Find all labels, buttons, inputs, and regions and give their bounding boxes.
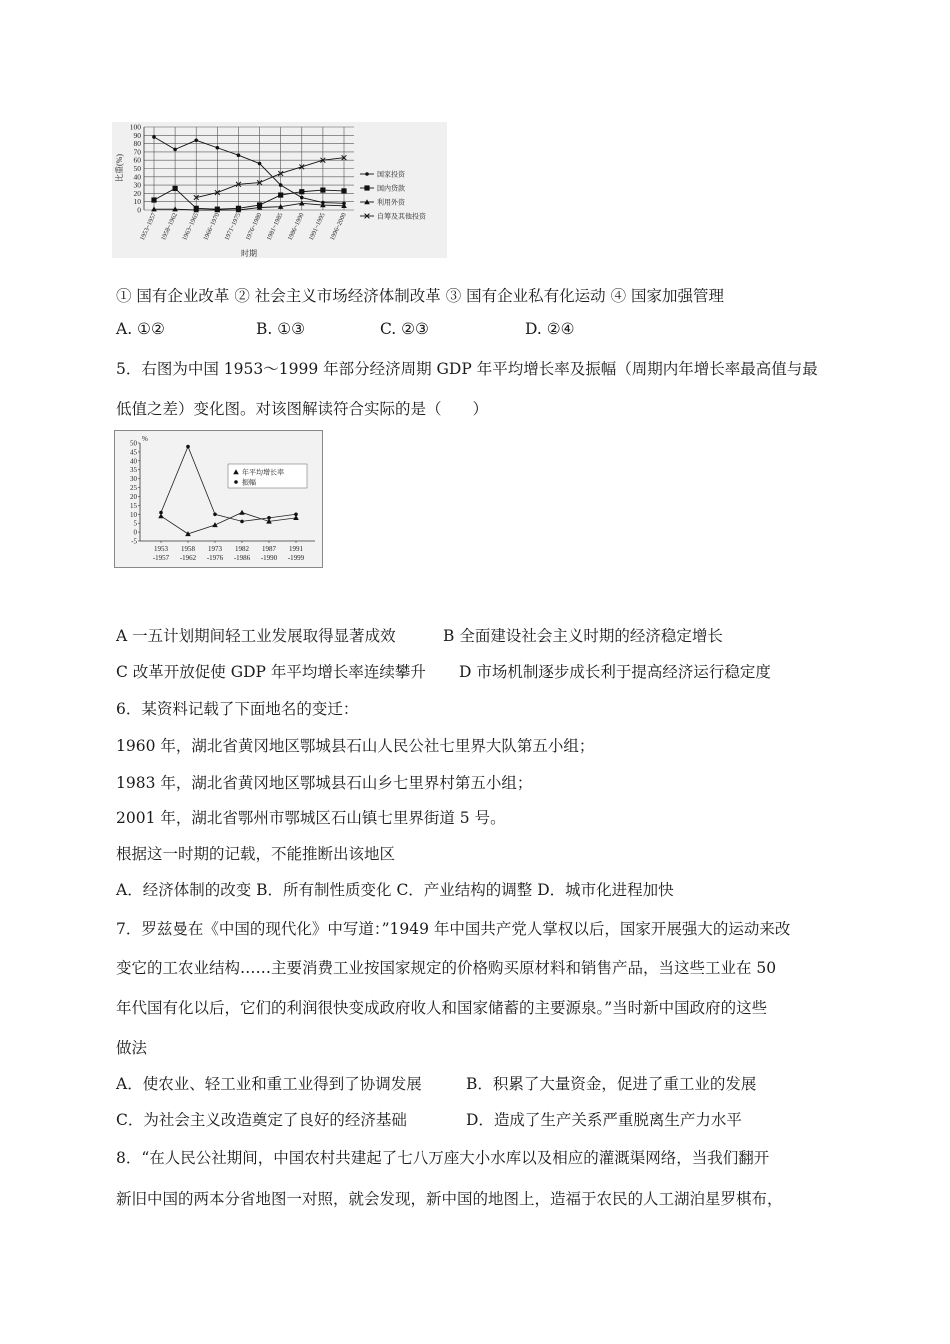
- data-point: [152, 135, 156, 139]
- y-tick-label: 25: [130, 484, 137, 493]
- series-line: [154, 188, 344, 209]
- x-tick-label: 1981~1985: [265, 211, 285, 242]
- series-line: [161, 512, 296, 533]
- y-tick-label: 0: [137, 205, 141, 215]
- y-tick-label: 60: [133, 155, 141, 165]
- q4-option-d: D. ②④: [525, 320, 575, 338]
- y-axis-label: 比重(%): [115, 154, 124, 182]
- y-tick-label: 20: [130, 492, 137, 501]
- x-tick-label: 1953~1957: [138, 211, 158, 242]
- x-tick-label: 1996~2000: [328, 211, 348, 242]
- y-tick-label: 100: [129, 122, 141, 132]
- y-tick-label: 15: [130, 501, 137, 510]
- data-point: [151, 197, 156, 202]
- x-tick-label: 1976~1980: [244, 211, 264, 242]
- q4-option-c: C. ②③: [380, 320, 429, 338]
- investment-structure-chart: [112, 122, 447, 258]
- q4-option-b: B. ①③: [256, 320, 306, 338]
- x-tick-label: -1986: [233, 554, 251, 562]
- y-tick-label: 40: [130, 457, 137, 466]
- y-tick-label: 30: [130, 475, 137, 484]
- x-tick-label: -1957: [152, 554, 170, 562]
- x-tick-label: 1986~1990: [286, 211, 306, 242]
- data-point: [299, 201, 305, 206]
- data-point: [258, 162, 262, 166]
- q6-record-1960: 1960 年，湖北省黄冈地区鄂城县石山人民公社七里界大队第五小组；: [116, 737, 595, 755]
- y-tick-label: -5: [131, 537, 137, 546]
- investment-chart-svg: [112, 122, 447, 258]
- q8-stem-1: 8．“在人民公社期间，中国农村共建起了七八万座大小水库以及相应的灌溉渠网络，当我们翻开: [116, 1149, 770, 1167]
- data-point: [279, 183, 283, 187]
- q8-stem-2: 新旧中国的两本分省地图一对照，就会发现，新中国的地图上，造福于农民的人工湖泊星罗棋布，: [116, 1190, 783, 1208]
- x-tick-label: 1991~1995: [307, 211, 327, 242]
- x-tick-label: 1963~1965: [181, 211, 201, 242]
- data-point: [267, 516, 271, 520]
- data-point: [299, 189, 304, 194]
- legend-label: 国家投资: [377, 170, 405, 179]
- q7-stem-2: 变它的工农业结构……主要消费工业按国家规定的价格购买原材料和销售产品，当这些工业在 50: [116, 959, 777, 977]
- data-point: [300, 196, 304, 200]
- x-tick-label: 1966~1970: [202, 211, 222, 242]
- q5-option-b: B 全面建设社会主义时期的经济稳定增长: [443, 627, 723, 645]
- x-axis-label: 时期: [241, 249, 257, 258]
- x-tick-label: -1990: [260, 554, 278, 562]
- data-point: [294, 512, 298, 516]
- q7-stem-1: 7．罗兹曼在《中国的现代化》中写道：”1949 年中国共产党人掌权以后，国家开展强大的运动来改: [116, 920, 791, 938]
- x-tick-label: 1958: [181, 545, 195, 553]
- y-tick-label: 5: [133, 519, 137, 528]
- y-tick-label: 40: [133, 172, 141, 182]
- q5-stem-1: 5．右图为中国 1953～1999 年部分经济周期 GDP 年平均增长率及振幅（周期内年增长率最高值与最: [116, 360, 818, 378]
- data-point: [159, 511, 163, 515]
- q5-stem-2: 低值之差）变化图。对该图解读符合实际的是（ ）: [116, 400, 489, 418]
- q7-option-d: D．造成了生产关系严重脱离生产力水平: [466, 1111, 742, 1129]
- x-tick-label: -1976: [206, 554, 224, 562]
- legend-marker: [365, 172, 369, 176]
- data-point: [216, 146, 220, 150]
- legend-label: 年平均增长率: [242, 468, 284, 477]
- y-tick-label: 35: [130, 466, 137, 475]
- gdp-chart-svg: [115, 431, 322, 567]
- x-tick-label: 1982: [235, 545, 249, 553]
- y-tick-label: 30: [133, 180, 141, 190]
- y-tick-label: 20: [133, 188, 141, 198]
- q4-statement: ① 国有企业改革 ② 社会主义市场经济体制改革 ③ 国有企业私有化运动 ④ 国家加强管理: [116, 287, 724, 305]
- x-tick-label: 1987: [262, 545, 276, 553]
- data-point: [194, 138, 198, 142]
- data-point: [173, 148, 177, 152]
- q7-option-a: A．使农业、轻工业和重工业得到了协调发展: [116, 1075, 422, 1093]
- x-tick-label: -1999: [287, 554, 305, 562]
- q6-question: 根据这一时期的记载，不能推断出该地区: [116, 845, 396, 863]
- data-point: [212, 522, 218, 527]
- legend-marker: [364, 185, 369, 190]
- q6-record-1983: 1983 年，湖北省黄冈地区鄂城县石山乡七里界村第五小组；: [116, 774, 533, 792]
- q6-options: A．经济体制的改变 B．所有制性质变化 C．产业结构的调整 D．城市化进程加快: [116, 881, 674, 899]
- q7-stem-4: 做法: [116, 1039, 148, 1057]
- q5-option-d: D 市场机制逐步成长利于提高经济运行稳定度: [459, 663, 771, 681]
- gdp-growth-chart: [114, 430, 323, 568]
- data-point: [320, 187, 325, 192]
- q6-stem: 6．某资料记载了下面地名的变迁：: [116, 700, 359, 718]
- q7-stem-3: 年代国有化以后，它们的利润很快变成政府收人和国家储蓄的主要源泉。”当时新中国政府的这些: [116, 999, 768, 1017]
- y-tick-label: 70: [133, 147, 141, 157]
- x-tick-label: 1958~1962: [160, 211, 179, 242]
- data-point: [186, 445, 190, 449]
- x-tick-label: 1973: [208, 545, 222, 553]
- y-tick-label: 10: [130, 510, 137, 519]
- q5-option-c: C 改革开放促使 GDP 年平均增长率连续攀升: [116, 663, 426, 681]
- y-tick-label: 90: [133, 130, 141, 140]
- y-unit-label: %: [142, 435, 148, 443]
- y-tick-label: 50: [133, 164, 141, 173]
- y-tick-label: 0: [133, 528, 137, 537]
- data-point: [239, 510, 245, 515]
- q7-option-c: C．为社会主义改造奠定了良好的经济基础: [116, 1111, 407, 1129]
- q7-option-b: B．积累了大量资金，促进了重工业的发展: [466, 1075, 757, 1093]
- legend-label: 自筹及其他投资: [377, 212, 426, 221]
- q6-record-2001: 2001 年，湖北省鄂州市鄂城区石山镇七里界街道 5 号。: [116, 809, 506, 827]
- q4-option-a: A. ①②: [116, 320, 165, 338]
- legend-label: 利用外资: [377, 198, 405, 207]
- q5-option-a: A 一五计划期间轻工业发展取得显著成效: [116, 627, 396, 645]
- data-point: [173, 186, 178, 191]
- x-tick-label: -1962: [179, 554, 197, 562]
- legend-label: 振幅: [242, 478, 256, 487]
- x-tick-label: 1953: [154, 545, 168, 553]
- y-tick-label: 10: [133, 197, 141, 207]
- data-point: [278, 192, 283, 197]
- data-point: [237, 153, 241, 157]
- x-tick-label: 1971~1975: [223, 211, 243, 242]
- legend-marker: [234, 480, 238, 484]
- data-point: [240, 520, 244, 524]
- data-point: [341, 188, 346, 193]
- x-tick-label: 1991: [289, 545, 303, 553]
- y-tick-label: 80: [133, 139, 141, 149]
- y-tick-label: 50: [130, 439, 137, 448]
- data-point: [213, 512, 217, 516]
- legend-label: 国内贷款: [377, 184, 405, 193]
- y-tick-label: 45: [130, 448, 137, 457]
